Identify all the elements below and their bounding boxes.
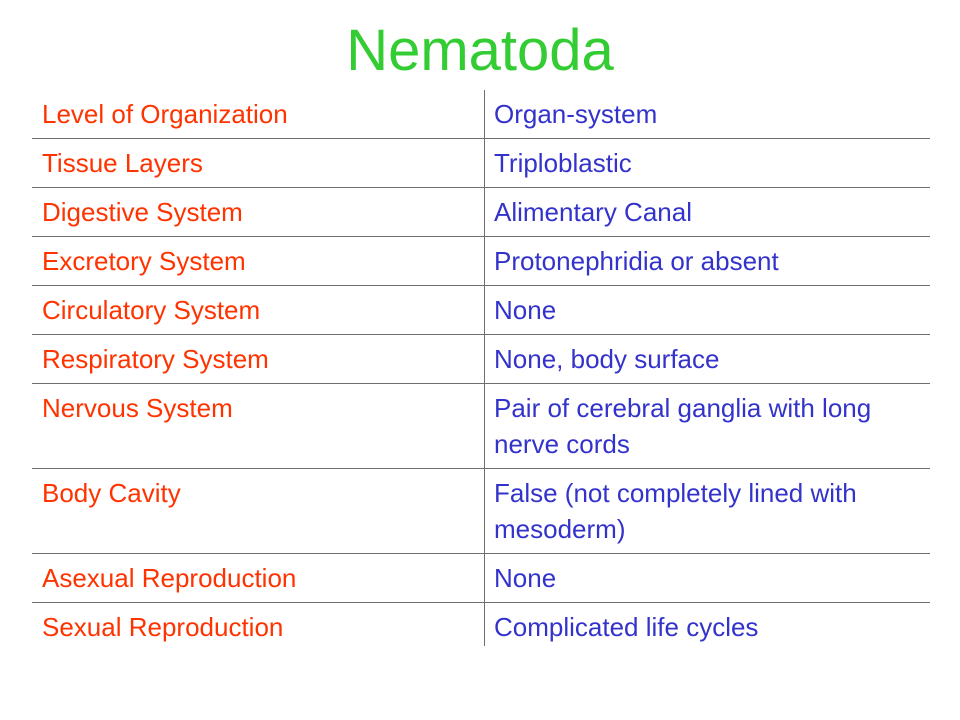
- table-row: [32, 188, 930, 237]
- row-value: False (not completely lined with mesoderm): [494, 478, 857, 544]
- row-label: Level of Organization: [42, 99, 288, 129]
- row-label: Tissue Layers: [42, 148, 203, 178]
- table-row: [32, 554, 930, 603]
- table-row: [32, 384, 930, 469]
- row-label: Respiratory System: [42, 344, 269, 374]
- slide-title: Nematoda: [346, 18, 614, 83]
- row-value: None: [494, 295, 557, 325]
- table-row: [32, 335, 930, 384]
- row-value: Pair of cerebral ganglia with long nerve cords: [494, 393, 872, 459]
- row-label: Asexual Reproduction: [42, 563, 297, 593]
- row-value: None, body surface: [494, 344, 720, 374]
- traits-table: [32, 90, 930, 651]
- row-value: Protonephridia or absent: [494, 246, 779, 276]
- row-label: Sexual Reproduction: [42, 612, 284, 642]
- row-value: Triploblastic: [494, 148, 632, 178]
- row-label: Digestive System: [42, 197, 243, 227]
- row-label: Excretory System: [42, 246, 246, 276]
- table-row: [32, 469, 930, 554]
- table-row: [32, 603, 930, 651]
- row-label: Circulatory System: [42, 295, 261, 325]
- row-value: Organ-system: [494, 99, 658, 129]
- table-row: [32, 237, 930, 286]
- table-row: [32, 286, 930, 335]
- table-row: [32, 90, 930, 139]
- table-row: [32, 139, 930, 188]
- row-label: Nervous System: [42, 393, 233, 423]
- row-label: Body Cavity: [42, 478, 181, 508]
- row-value: None: [494, 563, 557, 593]
- row-value: Complicated life cycles: [494, 612, 759, 642]
- row-value: Alimentary Canal: [494, 197, 692, 227]
